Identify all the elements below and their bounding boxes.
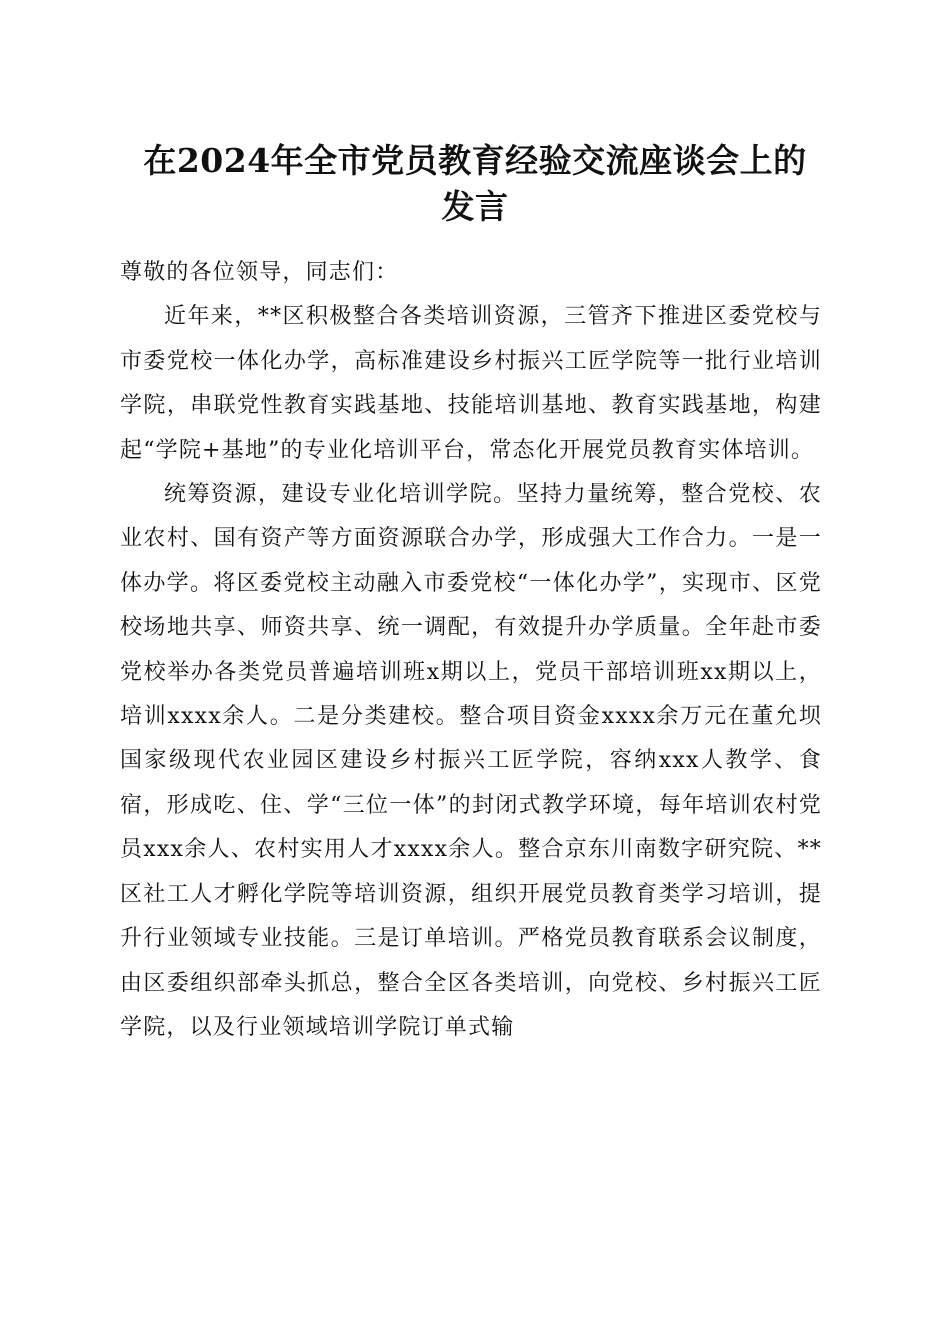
title-line-1: 在2024年全市党员教育经验交流座谈会上的	[143, 141, 807, 180]
document-title	[120, 138, 830, 230]
paragraph: 近年来，**区积极整合各类培训资源，三管齐下推进区委党校与市委党校一体化办学，高标准建设乡村振兴工匠学院等一批行业培训学院，串联党性教育实践基地、技能培训基地、教育实践基地，构建起“学院+基地”的专业化培训平台，常态化开展党员教育实体培训。	[120, 304, 822, 463]
title-line-2: 发言	[441, 187, 509, 226]
salutation: 尊敬的各位领导，同志们：	[120, 260, 399, 285]
document-body	[120, 251, 822, 1050]
paragraph: 统筹资源，建设专业化培训学院。坚持力量统筹，整合党校、农业农村、国有资产等方面资源联合办学，形成强大工作合力。一是一体办学。将区委党校主动融入市委党校“一体化办学”，实现市、区党校场地共享、师资共享、统一调配，有效提升办学质量。全年赴市委党校举办各类党员普遍培训班x期以上，党员干部培训班xx期以上，培训xxxx余人。二是分类建校。整合项目资金xxxx余万元在董允坝国家级现代农业园区建设乡村振兴工匠学院，容纳xxx人教学、食宿，形成吃、住、学“三位一体”的封闭式教学环境，每年培训农村党员xxx余人、农村实用人才xxxx余人。整合京东川南数字研究院、**区社工人才孵化学院等培训资源，组织开展党员教育类学习培训，提升行业领域专业技能。三是订单培训。严格党员教育联系会议制度，由区委组织部牵头抓总，整合全区各类培训，向党校、乡村振兴工匠学院，以及行业领域培训学院订单式输	[120, 482, 822, 1040]
